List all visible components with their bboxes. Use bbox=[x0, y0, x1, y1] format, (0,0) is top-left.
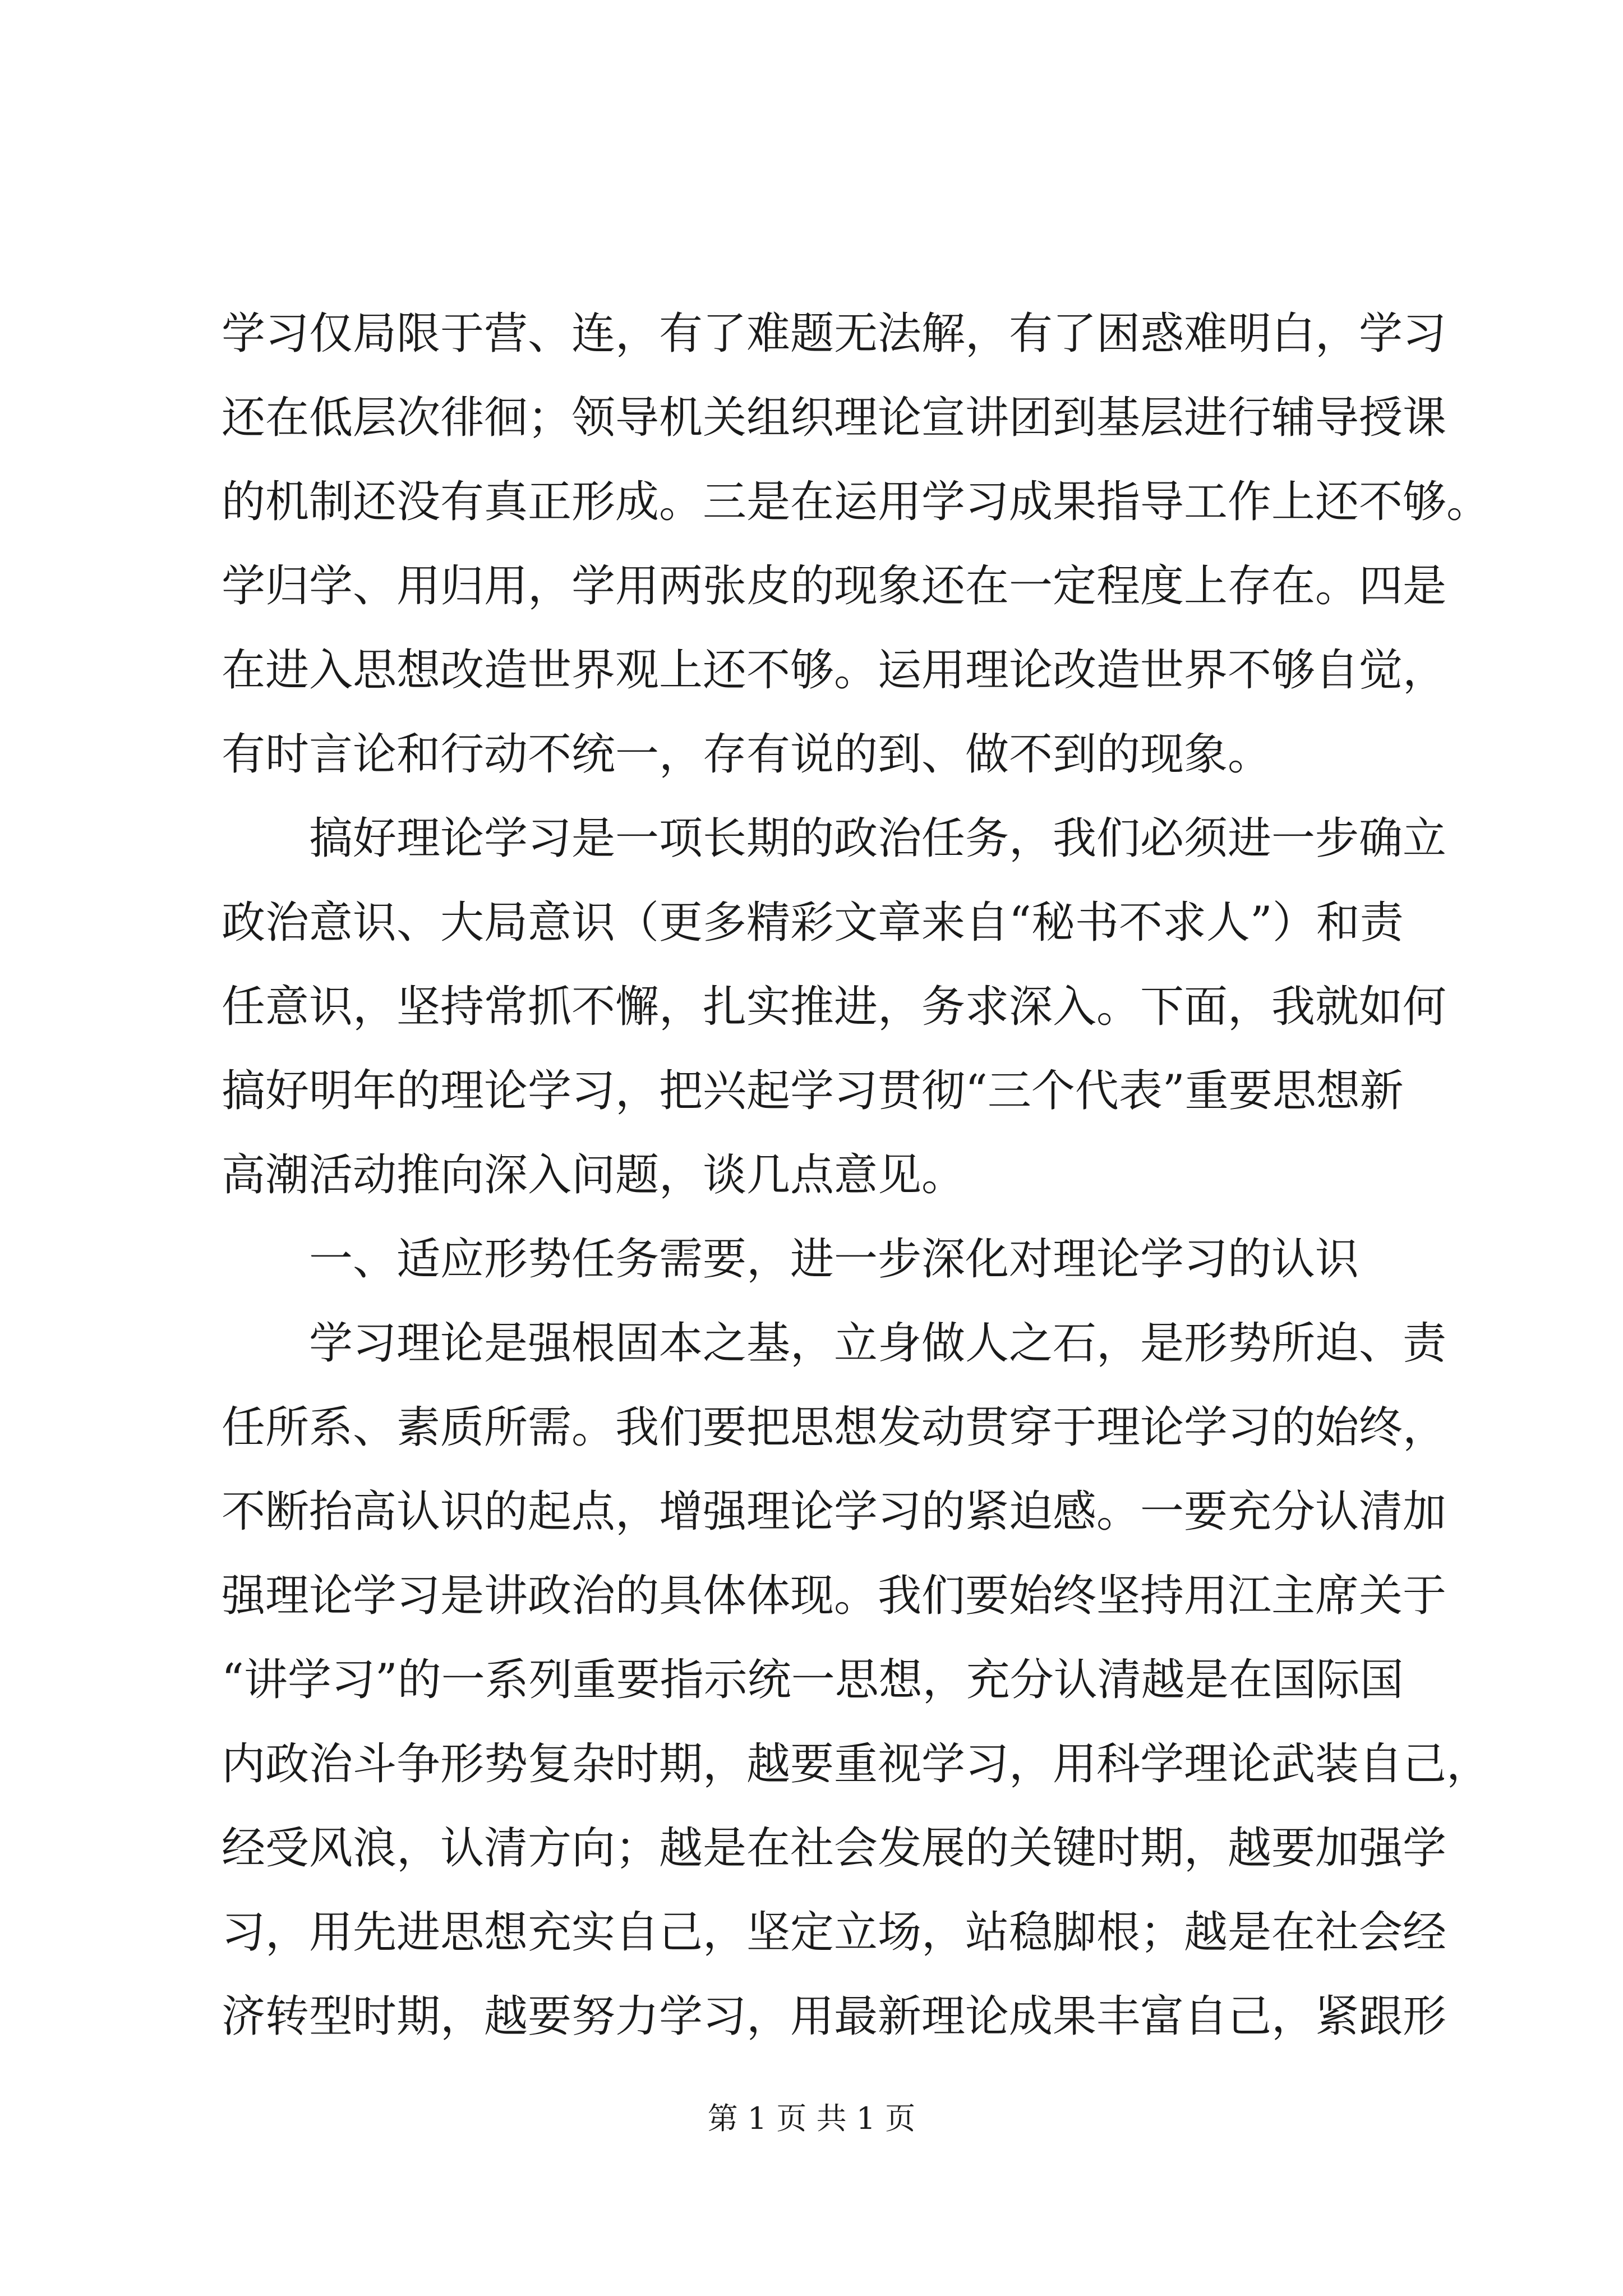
body-text-line: 有时言论和行动不统一，存有说的到、做不到的现象。 bbox=[222, 729, 1272, 780]
body-text-line: 不断抬高认识的起点，增强理论学习的紧迫感。一要充分认清加 bbox=[222, 1487, 1447, 1537]
page-number-footer: 第 1 页 共 1 页 bbox=[707, 2101, 916, 2136]
body-text-line: 搞好明年的理论学习，把兴起学习贯彻“三个代表”重要思想新 bbox=[222, 1066, 1404, 1116]
body-text-line: 任意识，坚持常抓不懈，扎实推进，务求深入。下面，我就如何 bbox=[222, 982, 1447, 1032]
section-heading: 一、适应形势任务需要，进一步深化对理论学习的认识 bbox=[222, 1234, 1359, 1285]
body-text-line: “讲学习”的一系列重要指示统一思想，充分认清越是在国际国 bbox=[222, 1655, 1404, 1705]
body-text-line: 在进入思想改造世界观上还不够。运用理论改造世界不够自觉， bbox=[222, 645, 1447, 696]
body-text-line: 还在低层次徘徊；领导机关组织理论宣讲团到基层进行辅导授课 bbox=[222, 393, 1447, 443]
body-text-line: 搞好理论学习是一项长期的政治任务，我们必须进一步确立 bbox=[222, 813, 1447, 864]
body-text-line: 任所系、素质所需。我们要把思想发动贯穿于理论学习的始终， bbox=[222, 1402, 1447, 1453]
body-text-line: 强理论学习是讲政治的具体体现。我们要始终坚持用江主席关于 bbox=[222, 1571, 1447, 1621]
body-text-line: 学习理论是强根固本之基，立身做人之石，是形势所迫、责 bbox=[222, 1318, 1447, 1369]
body-text-line: 内政治斗争形势复杂时期，越要重视学习，用科学理论武装自己， bbox=[222, 1739, 1491, 1789]
body-text-line: 经受风浪，认清方向；越是在社会发展的关键时期，越要加强学 bbox=[222, 1823, 1447, 1874]
body-text-line: 学归学、用归用，学用两张皮的现象还在一定程度上存在。四是 bbox=[222, 561, 1447, 611]
body-text-line: 济转型时期，越要努力学习，用最新理论成果丰富自己，紧跟形 bbox=[222, 1991, 1447, 2042]
body-text-line: 政治意识、大局意识（更多精彩文章来自“秘书不求人”）和责 bbox=[222, 898, 1404, 948]
body-text-line: 的机制还没有真正形成。三是在运用学习成果指导工作上还不够。 bbox=[222, 477, 1491, 527]
body-text-line: 高潮活动推向深入问题，谈几点意见。 bbox=[222, 1150, 966, 1200]
body-text-line: 学习仅局限于营、连，有了难题无法解，有了困惑难明白，学习 bbox=[222, 309, 1447, 359]
body-text-line: 习，用先进思想充实自己，坚定立场，站稳脚根；越是在社会经 bbox=[222, 1907, 1447, 1958]
